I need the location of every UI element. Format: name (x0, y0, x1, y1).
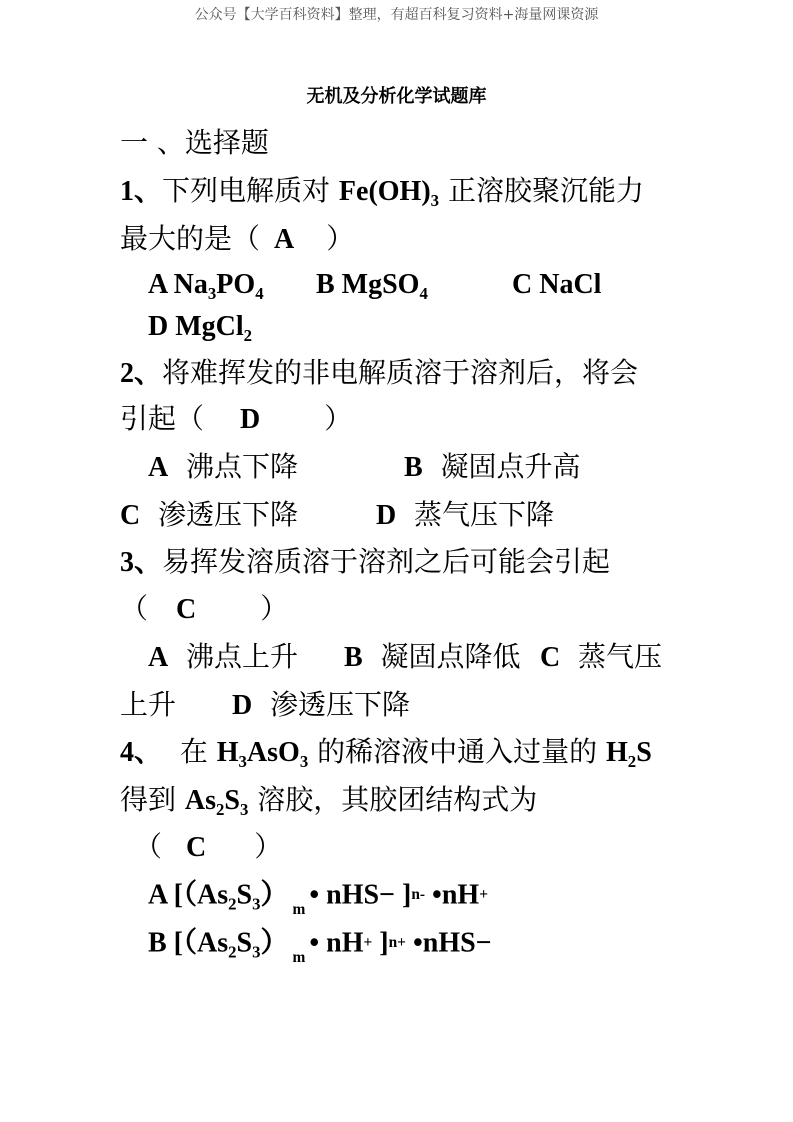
page-header: 公众号【大学百科资料】整理，有超百科复习资料+海量网课资源 (194, 7, 599, 23)
question-1-option-a: A $Na_3PO_4$ (148, 269, 264, 303)
question-4-line-3: （ C ） (134, 830, 283, 863)
formula-h2s: $H_2S$ (606, 737, 652, 771)
question-3-option-c-continued: 上升 (120, 688, 177, 721)
question-1-option-b: B MgSO$_4$ (316, 269, 428, 303)
question-2-number: 2、 (120, 358, 163, 389)
question-2-line-2: 引起（ D ） (120, 402, 353, 435)
document-title: 无机及分析化学试题库 (306, 86, 487, 106)
question-1-formula: $Fe(OH)_3$ (338, 176, 440, 210)
question-2-option-d: D 蒸气压下降 (376, 498, 555, 531)
question-4-option-b: B [$(As_2S_3)$ $_m$ • nH+ ]$^{n+}$ •nHS− (148, 927, 492, 967)
question-3-option-b: B 凝固点降低 (344, 640, 521, 673)
question-4-line-2: 得到 $As_2S_3$ 溶胶，其胶团结构式为 (120, 783, 538, 819)
question-1-option-d: D MgCl$_2$ (148, 311, 253, 345)
question-4-number: 4、 (120, 737, 163, 768)
question-2-option-c: C 渗透压下降 (120, 498, 299, 531)
question-3-option-d: D 渗透压下降 (232, 688, 411, 721)
question-1-line-1: 1、下列电解质对 $Fe(OH)_3$ 正溶胶聚沉能力 (120, 174, 644, 210)
question-4-line-1: 4、 在 $H_3AsO_3$ 的稀溶液中通入过量的 $H_2S$ (120, 735, 652, 771)
question-3-option-c: C 蒸气压 (540, 640, 663, 673)
section-heading: 一 、选择题 (120, 126, 269, 159)
question-1-line-2: 最大的是（ A ） (120, 222, 355, 255)
question-2-option-b: B 凝固点升高 (404, 450, 581, 483)
question-4-answer: C (186, 832, 207, 863)
question-2-option-a: A 沸点下降 (148, 450, 299, 483)
question-2-answer: D (240, 404, 261, 435)
question-1-answer: A (274, 224, 295, 255)
question-3-line-2: （ C ） (120, 592, 289, 625)
question-3-answer: C (176, 594, 197, 625)
formula-h3aso3: $H_3AsO_3$ (216, 737, 309, 771)
question-1-option-c: C NaCl (512, 269, 602, 300)
question-3-option-a: A 沸点上升 (148, 640, 299, 673)
question-3-number: 3、 (120, 547, 163, 578)
question-3-line-1: 3、易挥发溶质溶于溶剂之后可能会引起 (120, 545, 611, 578)
formula-as2s3: $As_2S_3$ (184, 785, 249, 819)
question-2-line-1: 2、将难挥发的非电解质溶于溶剂后，将会 (120, 356, 639, 389)
question-1-number: 1、 (120, 176, 163, 207)
question-4-option-a: A [$(As_2S_3)$ $_m$ • nHS− ]$^{n-}$ •nH+ (148, 879, 488, 919)
